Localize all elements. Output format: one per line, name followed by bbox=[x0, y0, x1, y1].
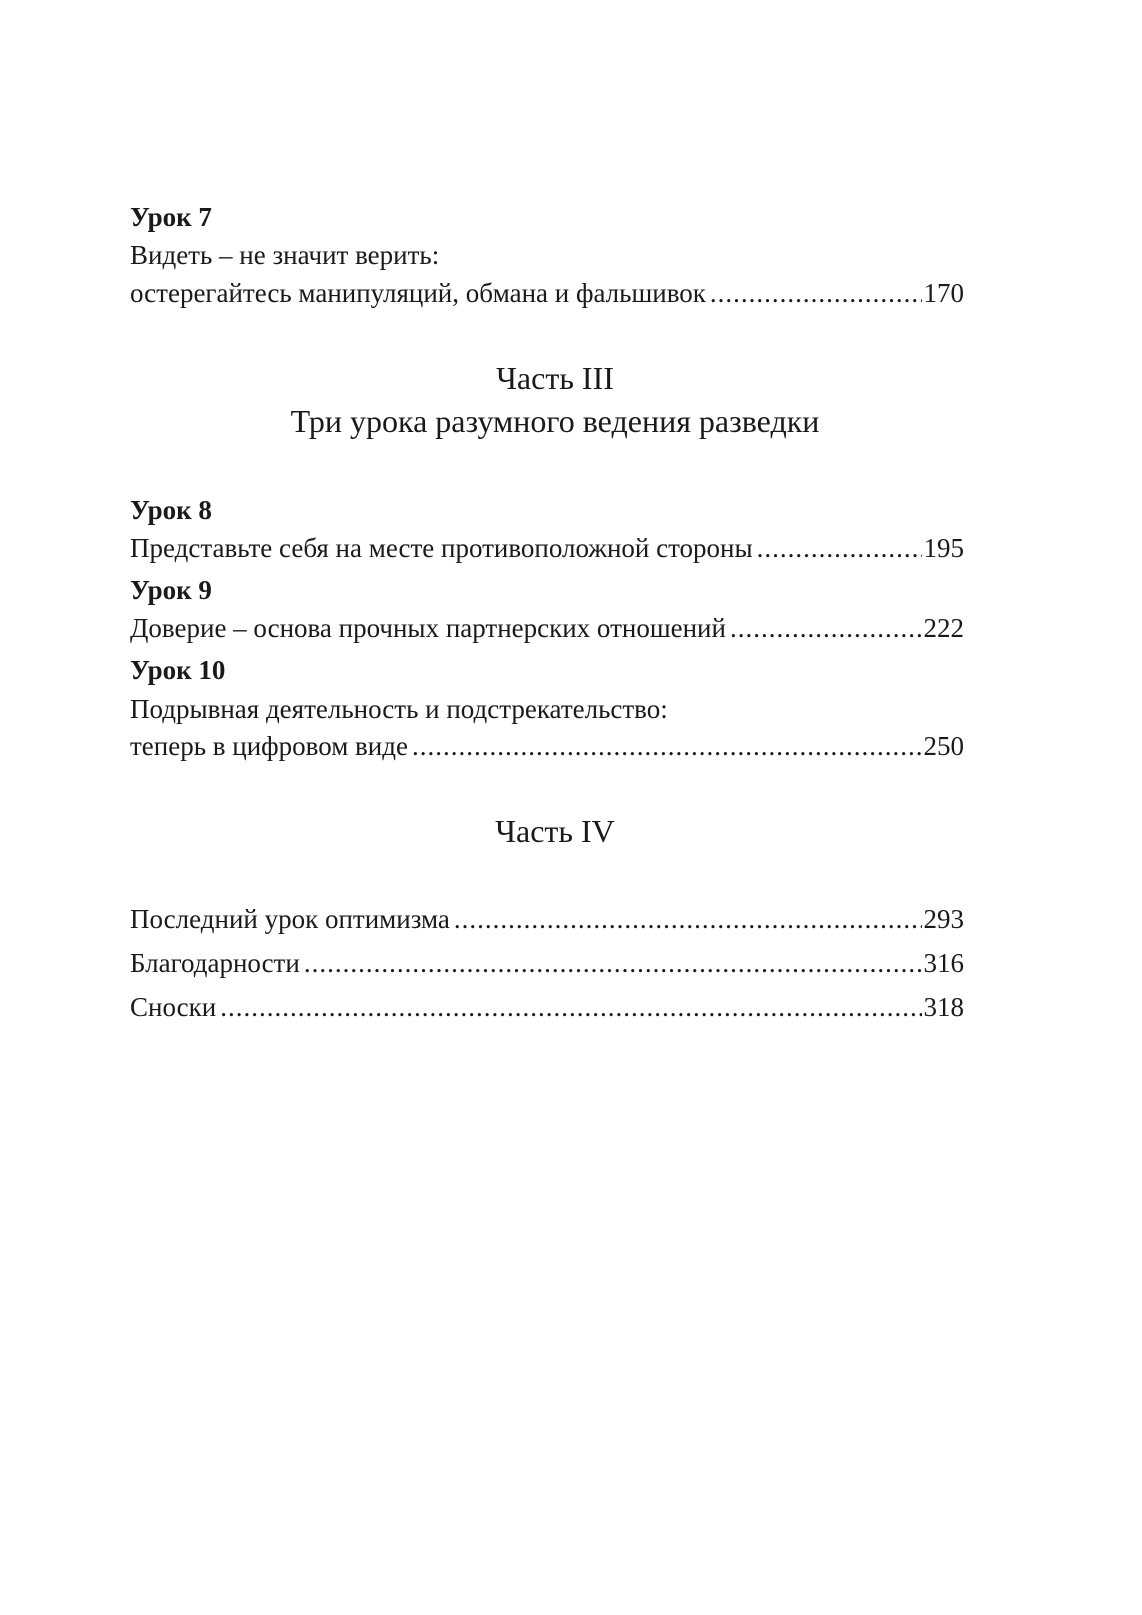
lesson-10-label: Урок 10 bbox=[130, 655, 226, 685]
toc-entry-lesson-8[interactable] bbox=[130, 531, 964, 565]
toc-entry[interactable] bbox=[130, 902, 964, 936]
dot-leader bbox=[710, 276, 922, 310]
entry-title: Последний урок оптимизма bbox=[130, 904, 450, 934]
dot-leader bbox=[730, 611, 922, 645]
page-number: 250 bbox=[923, 731, 964, 761]
page-number: 222 bbox=[923, 613, 964, 643]
page-number: 195 bbox=[923, 533, 964, 563]
page-number: 293 bbox=[923, 904, 964, 934]
part-4-label: Часть IV bbox=[495, 813, 615, 849]
dot-leader bbox=[304, 946, 922, 980]
part-3-title: Три урока разумного ведения разведки bbox=[290, 403, 820, 439]
toc-entry-lesson-7[interactable] bbox=[130, 276, 964, 310]
entry-title: теперь в цифровом виде bbox=[130, 731, 408, 761]
page-number: 316 bbox=[923, 948, 964, 978]
lesson-9-label: Урок 9 bbox=[130, 575, 212, 605]
entry-title: Сноски bbox=[130, 992, 217, 1022]
toc-entry[interactable] bbox=[130, 946, 964, 980]
dot-leader bbox=[220, 990, 921, 1024]
entry-title: остерегайтесь манипуляций, обмана и фальшивок bbox=[130, 278, 706, 308]
entry-title: Доверие – основа прочных партнерских отношений bbox=[130, 613, 726, 643]
part-3-label: Часть III bbox=[496, 360, 614, 396]
dot-leader bbox=[454, 902, 922, 936]
toc-entry-lesson-9[interactable] bbox=[130, 611, 964, 645]
entry-title: Представьте себя на месте противоположной стороны bbox=[130, 533, 753, 563]
page-number: 318 bbox=[923, 992, 964, 1022]
page-number: 170 bbox=[923, 278, 964, 308]
lesson-8-label: Урок 8 bbox=[130, 495, 212, 525]
lesson-10-title-line1: Подрывная деятельность и подстрекательство: bbox=[130, 694, 668, 724]
dot-leader bbox=[412, 729, 922, 763]
toc-entry-lesson-10[interactable] bbox=[130, 729, 964, 763]
lesson-7-title-line1: Видеть – не значит верить: bbox=[130, 240, 440, 270]
dot-leader bbox=[757, 531, 922, 565]
lesson-7-label: Урок 7 bbox=[130, 202, 212, 232]
toc-entry[interactable] bbox=[130, 990, 964, 1024]
entry-title: Благодарности bbox=[130, 948, 300, 978]
